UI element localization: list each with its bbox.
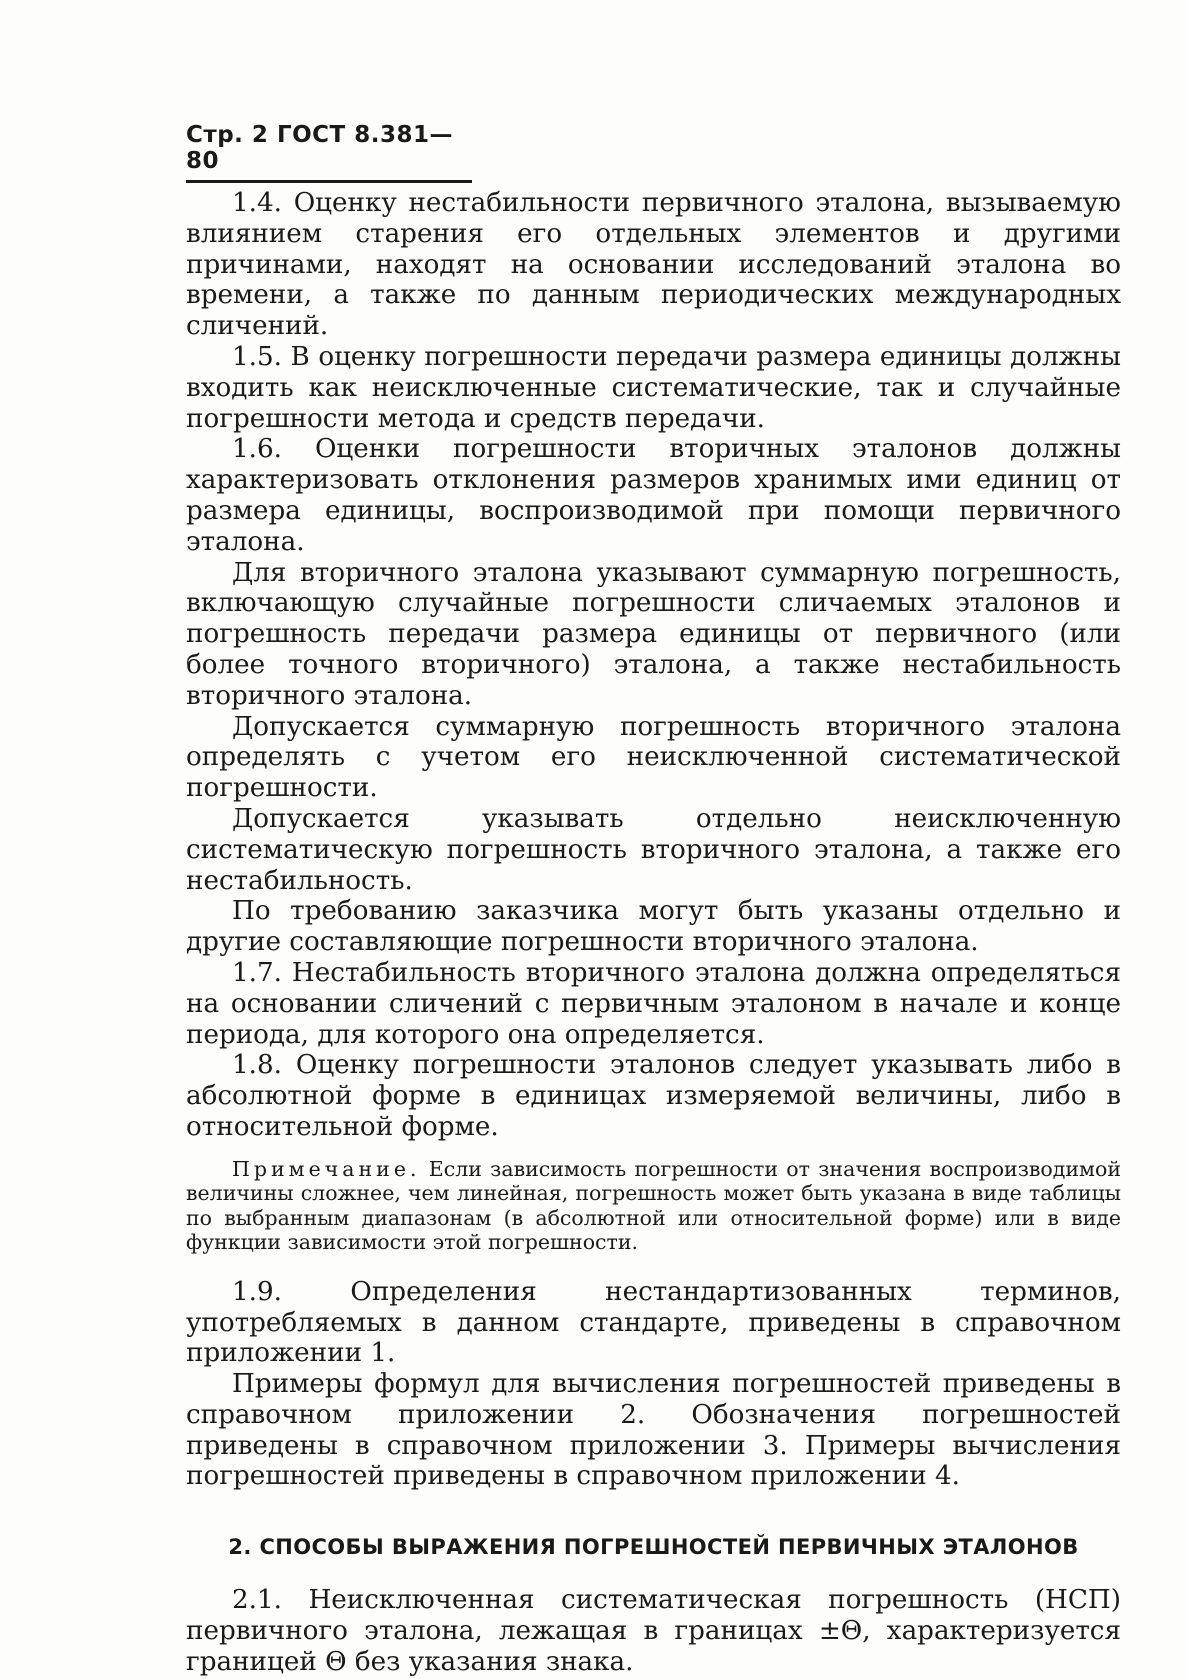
paragraph-1-8: 1.8. Оценку погрешности эталонов следует указывать либо в абсолютной форме в единицах измеряемой величины, либо в относительной форме. bbox=[186, 1050, 1121, 1142]
section-2-title: 2. СПОСОБЫ ВЫРАЖЕНИЯ ПОГРЕШНОСТЕЙ ПЕРВИЧНЫХ ЭТАЛОНОВ bbox=[228, 1535, 1079, 1560]
paragraph-1-9: 1.9. Определения нестандартизованных терминов, употребляемых в данном стандарте, приведены в справочном приложении 1. bbox=[186, 1276, 1121, 1369]
paragraph-secondary-total-error: Для вторичного эталона указывают суммарную погрешность, включающую случайные погрешности сличаемых эталонов и погрешность передачи размера единицы от первичного (или более точного вторичного) эталона, а также нестабильность вторичного эталона. bbox=[186, 557, 1121, 711]
page-header bbox=[186, 122, 472, 183]
paragraph-2-1: 2.1. Неисключенная систематическая погрешность (НСП) первичного эталона, лежащая в границах ±Θ, характеризуется границей Θ без указания знака. bbox=[186, 1585, 1121, 1677]
section-2-body bbox=[186, 1585, 1121, 1677]
paragraph-allowed-separate: Допускается указывать отдельно неисключенную систематическую погрешность вторичного эталона, а также его нестабильность. bbox=[186, 803, 1121, 896]
paragraph-allowed-total-error: Допускается суммарную погрешность вторичного эталона определять с учетом его неисключенной систематической погрешности. bbox=[186, 711, 1121, 804]
page-label: Стр. 2 bbox=[186, 122, 269, 148]
document-body bbox=[186, 188, 1121, 1677]
paragraph-customer-request: По требованию заказчика могут быть указаны отдельно и другие составляющие погрешности вторичного эталона. bbox=[186, 896, 1121, 958]
paragraph-1-4: 1.4. Оценку нестабильности первичного эталона, вызываемую влиянием старения его отдельных элементов и другими причинами, находят на основании исследований эталона во времени, а также по данным периодических международных сличений. bbox=[186, 188, 1121, 342]
standard-number: ГОСТ 8.381—80 bbox=[186, 122, 453, 174]
note-text: Если зависимость погрешности от значения воспроизводимой величины сложнее, чем линейная, погрешность может быть указана в виде таблицы по выбранным диапазонам (в абсолютной или относительной форме) или в виде функции зависимости этой погрешности. bbox=[186, 1156, 1121, 1255]
paragraph-formula-examples: Примеры формул для вычисления погрешностей приведены в справочном приложении 2. Обозначения погрешностей приведены в справочном приложении 3. Примеры вычисления погрешностей приведены в справочном приложении 4. bbox=[186, 1369, 1121, 1492]
paragraph-1-7: 1.7. Нестабильность вторичного эталона должна определяться на основании сличений с первичным эталоном в начале и конце периода, для которого она определяется. bbox=[186, 957, 1121, 1050]
paragraph-1-5: 1.5. В оценку погрешности передачи размера единицы должны входить как неисключенные систематические, так и случайные погрешности метода и средств передачи. bbox=[186, 341, 1121, 434]
paragraph-1-6: 1.6. Оценки погрешности вторичных эталонов должны характеризовать отклонения размеров хранимых ими единиц от размера единицы, воспроизводимой при помощи первичного эталона. bbox=[186, 434, 1121, 557]
note-label: Примечание. bbox=[232, 1156, 421, 1181]
note-block bbox=[186, 1157, 1121, 1255]
